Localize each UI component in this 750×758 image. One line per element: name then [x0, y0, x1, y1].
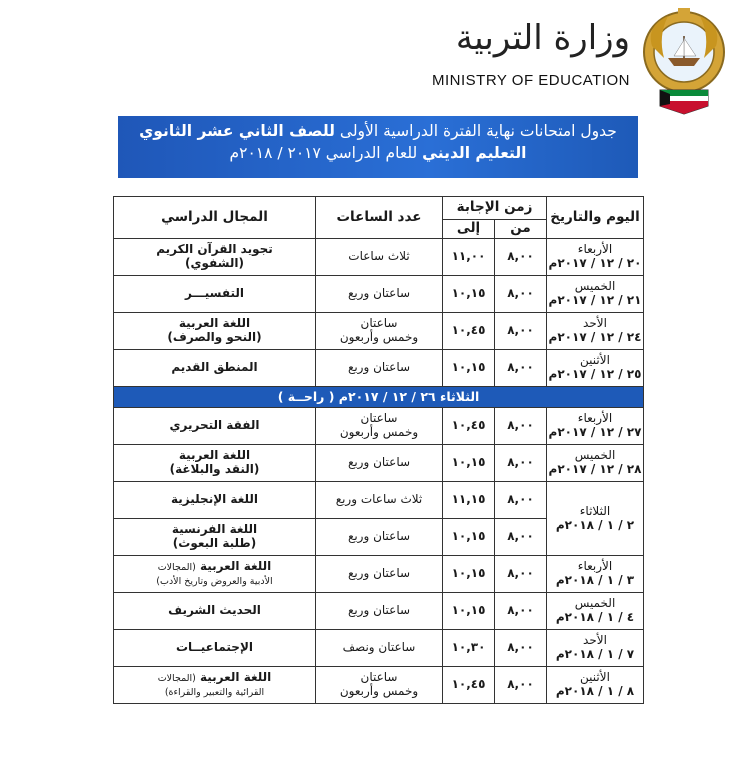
table-row: [114, 593, 644, 630]
to-cell: ١٠,١٥: [443, 350, 495, 387]
kuwait-emblem-icon: [638, 6, 730, 116]
day-cell: الأثنين ٢٥ / ١٢ / ٢٠١٧م: [547, 350, 644, 387]
from-cell: ٨,٠٠: [495, 667, 547, 704]
from-cell: ٨,٠٠: [495, 630, 547, 667]
ministry-name-arabic: وزارة التربية: [455, 18, 630, 58]
subject-cell: اللغة العربية (النحو والصرف): [114, 313, 316, 350]
from-cell: ٨,٠٠: [495, 519, 547, 556]
table-header-row: [114, 197, 644, 220]
from-cell: ٨,٠٠: [495, 239, 547, 276]
hours-cell: ساعتان وربع: [316, 276, 443, 313]
table-row: [114, 630, 644, 667]
day-cell: الأربعاء ٣ / ١ / ٢٠١٨م: [547, 556, 644, 593]
from-cell: ٨,٠٠: [495, 593, 547, 630]
col-header-from: من: [495, 220, 547, 239]
day-cell: الخميس ٢٨ / ١٢ / ٢٠١٧م: [547, 445, 644, 482]
ministry-name-english: MINISTRY OF EDUCATION: [431, 72, 630, 89]
schedule-title-banner: [118, 116, 638, 178]
from-cell: ٨,٠٠: [495, 276, 547, 313]
subject-cell: اللغة الإنجليزية: [114, 482, 316, 519]
subject-cell: الإجتماعيــات: [114, 630, 316, 667]
day-cell: الخميس ٤ / ١ / ٢٠١٨م: [547, 593, 644, 630]
table-row: [114, 350, 644, 387]
to-cell: ١٠,٣٠: [443, 630, 495, 667]
hours-cell: ساعتان ونصف: [316, 630, 443, 667]
from-cell: ٨,٠٠: [495, 445, 547, 482]
hours-cell: ساعتان وربع: [316, 556, 443, 593]
col-header-day: اليوم والتاريخ: [547, 197, 644, 239]
subject-cell: الفقة التحريري: [114, 408, 316, 445]
banner-line-1: جدول امتحانات نهاية الفترة الدراسية الأولى للصف الثاني عشر الثانوي: [139, 122, 617, 140]
table-row: [114, 276, 644, 313]
to-cell: ١٠,١٥: [443, 519, 495, 556]
table-row: [114, 239, 644, 276]
subject-cell: الحديث الشريف: [114, 593, 316, 630]
to-cell: ١٠,١٥: [443, 276, 495, 313]
table-row: [114, 445, 644, 482]
hours-cell: ساعتان وخمس وأربعون: [316, 408, 443, 445]
from-cell: ٨,٠٠: [495, 408, 547, 445]
to-cell: ١٠,٤٥: [443, 313, 495, 350]
hours-cell: ساعتان وخمس وأربعون: [316, 313, 443, 350]
table-row: [114, 482, 644, 519]
subject-cell: اللغة العربية (المجالات الأدبية والعروض وتاريخ الأدب): [114, 556, 316, 593]
page-header: [0, 0, 750, 110]
to-cell: ١٠,١٥: [443, 593, 495, 630]
banner-line-2: التعليم الديني للعام الدراسي ٢٠١٧ / ٢٠١٨م: [229, 144, 527, 162]
hours-cell: ساعتان وخمس وأربعون: [316, 667, 443, 704]
col-header-hours: عدد الساعات: [316, 197, 443, 239]
col-header-to: إلى: [443, 220, 495, 239]
from-cell: ٨,٠٠: [495, 350, 547, 387]
day-cell: الخميس ٢١ / ١٢ / ٢٠١٧م: [547, 276, 644, 313]
to-cell: ١٠,٤٥: [443, 667, 495, 704]
exam-schedule-table: [113, 196, 644, 704]
to-cell: ١٠,١٥: [443, 445, 495, 482]
rest-day-row: [114, 387, 644, 408]
subject-cell: اللغة العربية (النقد والبلاغة): [114, 445, 316, 482]
table-row: [114, 556, 644, 593]
from-cell: ٨,٠٠: [495, 556, 547, 593]
rest-day-label: الثلاثاء ٢٦ / ١٢ / ٢٠١٧م ( راحــة ): [114, 387, 644, 408]
subject-cell: اللغة الفرنسية (طلبة البعوث): [114, 519, 316, 556]
day-cell: الأربعاء ٢٠ / ١٢ / ٢٠١٧م: [547, 239, 644, 276]
subject-cell: تجويد القرآن الكريم (الشفوي): [114, 239, 316, 276]
subject-cell: اللغة العربية (المجالات القرائية والتعبير والقراءة): [114, 667, 316, 704]
to-cell: ١٠,١٥: [443, 556, 495, 593]
subject-cell: التفسيـــر: [114, 276, 316, 313]
hours-cell: ساعتان وربع: [316, 519, 443, 556]
day-cell: الأحد ٧ / ١ / ٢٠١٨م: [547, 630, 644, 667]
to-cell: ١١,٠٠: [443, 239, 495, 276]
day-cell: الأثنين ٨ / ١ / ٢٠١٨م: [547, 667, 644, 704]
from-cell: ٨,٠٠: [495, 313, 547, 350]
hours-cell: ساعتان وربع: [316, 350, 443, 387]
day-cell: الأربعاء ٢٧ / ١٢ / ٢٠١٧م: [547, 408, 644, 445]
day-cell: الأحد ٢٤ / ١٢ / ٢٠١٧م: [547, 313, 644, 350]
col-header-subject: المجال الدراسي: [114, 197, 316, 239]
hours-cell: ثلاث ساعات وربع: [316, 482, 443, 519]
day-cell: الثلاثاء ٢ / ١ / ٢٠١٨م: [547, 482, 644, 556]
table-row: [114, 313, 644, 350]
to-cell: ١١,١٥: [443, 482, 495, 519]
hours-cell: ثلاث ساعات: [316, 239, 443, 276]
from-cell: ٨,٠٠: [495, 482, 547, 519]
to-cell: ١٠,٤٥: [443, 408, 495, 445]
table-row: [114, 408, 644, 445]
hours-cell: ساعتان وربع: [316, 593, 443, 630]
hours-cell: ساعتان وربع: [316, 445, 443, 482]
table-row: [114, 667, 644, 704]
subject-cell: المنطق القديم: [114, 350, 316, 387]
col-header-time: زمن الإجابة: [443, 197, 547, 220]
